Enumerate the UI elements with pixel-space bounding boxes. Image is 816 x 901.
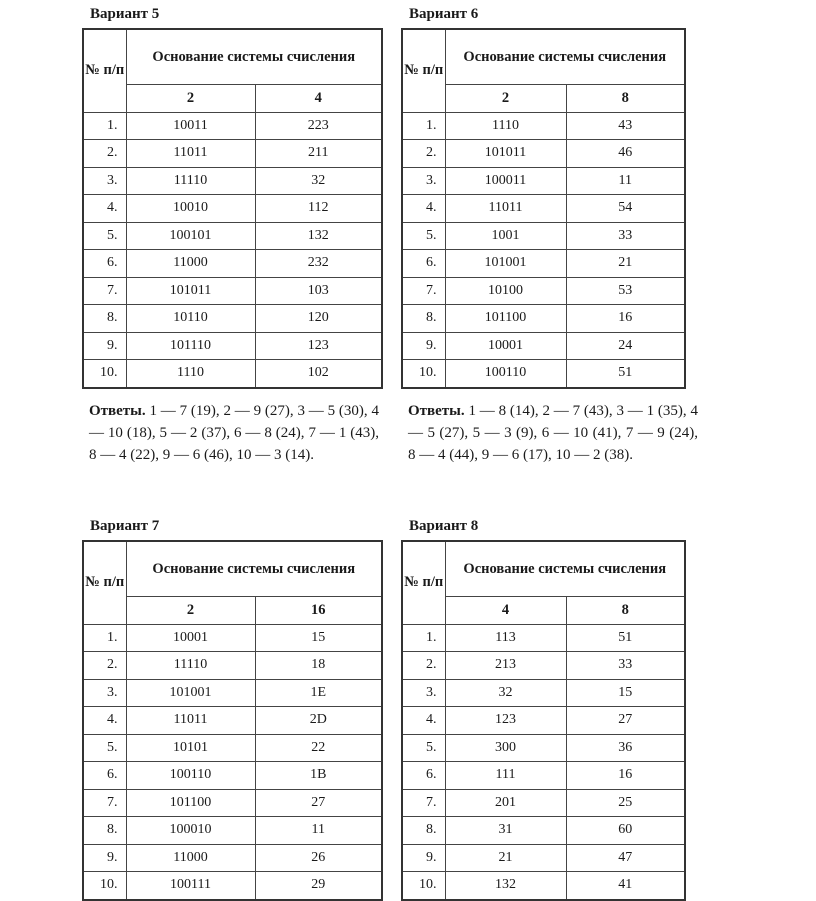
row-number: 9. — [83, 332, 126, 360]
table-row — [83, 277, 382, 305]
table-row — [83, 734, 382, 762]
table-row — [83, 332, 382, 360]
value-2: 27 — [255, 789, 382, 817]
table-row — [83, 222, 382, 250]
row-number: 9. — [83, 844, 126, 872]
row-number: 3. — [402, 679, 445, 707]
variant-8 — [401, 516, 686, 901]
value-1: 100101 — [126, 222, 255, 250]
row-number: 5. — [402, 222, 445, 250]
value-2: 32 — [255, 167, 382, 195]
value-1: 101110 — [126, 332, 255, 360]
value-2: 132 — [255, 222, 382, 250]
value-1: 10100 — [445, 277, 566, 305]
value-1: 101011 — [126, 277, 255, 305]
variant-title: Вариант 5 — [90, 6, 160, 22]
value-1: 11110 — [126, 167, 255, 195]
value-2: 25 — [566, 789, 685, 817]
value-1: 10001 — [445, 332, 566, 360]
header-base-1: 2 — [445, 85, 566, 113]
table-row — [402, 844, 685, 872]
row-number: 1. — [83, 624, 126, 652]
row-number: 10. — [83, 872, 126, 900]
row-number: 6. — [83, 250, 126, 278]
row-number: 2. — [402, 652, 445, 680]
value-2: 22 — [255, 734, 382, 762]
value-2: 51 — [566, 360, 685, 388]
header-base-1: 2 — [126, 597, 255, 625]
value-2: 1B — [255, 762, 382, 790]
table-row — [402, 789, 685, 817]
value-2: 29 — [255, 872, 382, 900]
value-2: 33 — [566, 222, 685, 250]
value-2: 21 — [566, 250, 685, 278]
row-number: 9. — [402, 844, 445, 872]
table-row — [402, 112, 685, 140]
value-1: 10101 — [126, 734, 255, 762]
value-2: 47 — [566, 844, 685, 872]
table-row — [83, 707, 382, 735]
answers-text: 1 — 8 (14), 2 — 7 (43), 3 — 1 (35), 4 — 5 (27), 5 — 3 (9), 6 — 10 (41), 7 — 9 (24), 8 — 4 (44), 9 — 6 (17), 10 — 2 (38). — [408, 403, 698, 463]
value-2: 53 — [566, 277, 685, 305]
value-1: 123 — [445, 707, 566, 735]
value-1: 11011 — [126, 707, 255, 735]
table-row — [83, 844, 382, 872]
value-2: 41 — [566, 872, 685, 900]
table-row — [83, 167, 382, 195]
table-row — [402, 762, 685, 790]
table-row — [83, 652, 382, 680]
table-row — [402, 222, 685, 250]
value-2: 223 — [255, 112, 382, 140]
value-1: 32 — [445, 679, 566, 707]
table-row — [83, 112, 382, 140]
value-1: 1110 — [126, 360, 255, 388]
header-base: Основание системы счисления — [445, 541, 685, 597]
value-1: 101100 — [126, 789, 255, 817]
row-number: 1. — [402, 112, 445, 140]
table-row — [402, 167, 685, 195]
table-row — [402, 624, 685, 652]
row-number: 4. — [402, 707, 445, 735]
value-1: 132 — [445, 872, 566, 900]
header-no: № п/п — [83, 541, 126, 624]
table-row — [402, 140, 685, 168]
header-base-2: 8 — [566, 597, 685, 625]
value-1: 101001 — [445, 250, 566, 278]
table-row — [402, 305, 685, 333]
value-1: 11000 — [126, 844, 255, 872]
table-row — [402, 817, 685, 845]
table-row — [402, 332, 685, 360]
header-base-1: 4 — [445, 597, 566, 625]
value-2: 11 — [255, 817, 382, 845]
value-2: 103 — [255, 277, 382, 305]
row-number: 6. — [402, 762, 445, 790]
row-number: 6. — [83, 762, 126, 790]
value-2: 33 — [566, 652, 685, 680]
value-1: 10010 — [126, 195, 255, 223]
value-2: 15 — [566, 679, 685, 707]
table-row — [402, 679, 685, 707]
value-1: 21 — [445, 844, 566, 872]
row-number: 2. — [402, 140, 445, 168]
table-row — [83, 624, 382, 652]
header-base-2: 4 — [255, 85, 382, 113]
value-1: 11011 — [126, 140, 255, 168]
row-number: 5. — [402, 734, 445, 762]
header-base: Основание системы счисления — [126, 29, 382, 85]
row-number: 4. — [402, 195, 445, 223]
variant-title: Вариант 7 — [90, 518, 160, 534]
answers — [89, 400, 379, 466]
value-1: 201 — [445, 789, 566, 817]
value-1: 100011 — [445, 167, 566, 195]
table-row — [402, 872, 685, 900]
row-number: 3. — [83, 679, 126, 707]
row-number: 3. — [83, 167, 126, 195]
answers — [408, 400, 698, 466]
value-1: 100010 — [126, 817, 255, 845]
variant-7 — [82, 516, 383, 901]
value-2: 54 — [566, 195, 685, 223]
row-number: 10. — [83, 360, 126, 388]
row-number: 3. — [402, 167, 445, 195]
value-1: 10011 — [126, 112, 255, 140]
table-row — [402, 707, 685, 735]
value-2: 120 — [255, 305, 382, 333]
row-number: 7. — [83, 789, 126, 817]
header-no: № п/п — [402, 29, 445, 112]
value-2: 1E — [255, 679, 382, 707]
value-2: 112 — [255, 195, 382, 223]
row-number: 5. — [83, 222, 126, 250]
value-1: 100110 — [126, 762, 255, 790]
table-row — [402, 652, 685, 680]
value-1: 100110 — [445, 360, 566, 388]
table-row — [83, 305, 382, 333]
value-2: 11 — [566, 167, 685, 195]
table-row — [83, 250, 382, 278]
row-number: 8. — [83, 305, 126, 333]
row-number: 10. — [402, 360, 445, 388]
row-number: 1. — [83, 112, 126, 140]
variant-5 — [82, 4, 383, 389]
table-row — [83, 872, 382, 900]
value-1: 1110 — [445, 112, 566, 140]
value-2: 16 — [566, 762, 685, 790]
value-1: 101100 — [445, 305, 566, 333]
value-2: 24 — [566, 332, 685, 360]
value-2: 60 — [566, 817, 685, 845]
header-base-1: 2 — [126, 85, 255, 113]
row-number: 8. — [402, 817, 445, 845]
row-number: 5. — [83, 734, 126, 762]
variant-6 — [401, 4, 686, 389]
answers-label: Ответы. — [408, 403, 465, 419]
variant-title: Вариант 6 — [409, 6, 479, 22]
table-row — [402, 360, 685, 388]
value-1: 300 — [445, 734, 566, 762]
value-1: 11000 — [126, 250, 255, 278]
value-1: 10110 — [126, 305, 255, 333]
value-2: 16 — [566, 305, 685, 333]
row-number: 9. — [402, 332, 445, 360]
table-row — [83, 195, 382, 223]
value-1: 11110 — [126, 652, 255, 680]
variant-table — [401, 540, 686, 901]
row-number: 6. — [402, 250, 445, 278]
value-1: 101011 — [445, 140, 566, 168]
table-row — [402, 277, 685, 305]
row-number: 10. — [402, 872, 445, 900]
answers-label: Ответы. — [89, 403, 146, 419]
row-number: 4. — [83, 707, 126, 735]
row-number: 2. — [83, 652, 126, 680]
value-2: 18 — [255, 652, 382, 680]
header-base: Основание системы счисления — [445, 29, 685, 85]
variant-table — [82, 540, 383, 901]
variant-table — [401, 28, 686, 389]
value-2: 46 — [566, 140, 685, 168]
header-base: Основание системы счисления — [126, 541, 382, 597]
table-row — [402, 250, 685, 278]
row-number: 1. — [402, 624, 445, 652]
table-row — [83, 140, 382, 168]
row-number: 4. — [83, 195, 126, 223]
table-row — [402, 195, 685, 223]
value-2: 211 — [255, 140, 382, 168]
table-row — [83, 789, 382, 817]
value-1: 100111 — [126, 872, 255, 900]
value-2: 232 — [255, 250, 382, 278]
table-row — [402, 734, 685, 762]
row-number: 2. — [83, 140, 126, 168]
row-number: 7. — [83, 277, 126, 305]
value-2: 51 — [566, 624, 685, 652]
header-no: № п/п — [402, 541, 445, 624]
value-2: 36 — [566, 734, 685, 762]
value-1: 31 — [445, 817, 566, 845]
row-number: 8. — [83, 817, 126, 845]
value-1: 213 — [445, 652, 566, 680]
value-1: 11011 — [445, 195, 566, 223]
answers-text: 1 — 7 (19), 2 — 9 (27), 3 — 5 (30), 4 — 10 (18), 5 — 2 (37), 6 — 8 (24), 7 — 1 (43), 8 — 4 (22), 9 — 6 (46), 10 — 3 (14). — [89, 403, 379, 463]
header-no: № п/п — [83, 29, 126, 112]
row-number: 7. — [402, 789, 445, 817]
header-base-2: 8 — [566, 85, 685, 113]
table-row — [83, 360, 382, 388]
row-number: 8. — [402, 305, 445, 333]
value-2: 26 — [255, 844, 382, 872]
value-1: 101001 — [126, 679, 255, 707]
value-2: 2D — [255, 707, 382, 735]
value-2: 43 — [566, 112, 685, 140]
variant-title: Вариант 8 — [409, 518, 479, 534]
value-2: 27 — [566, 707, 685, 735]
value-1: 111 — [445, 762, 566, 790]
value-2: 123 — [255, 332, 382, 360]
value-1: 113 — [445, 624, 566, 652]
value-2: 15 — [255, 624, 382, 652]
variant-table — [82, 28, 383, 389]
value-2: 102 — [255, 360, 382, 388]
row-number: 7. — [402, 277, 445, 305]
header-base-2: 16 — [255, 597, 382, 625]
table-row — [83, 817, 382, 845]
value-1: 10001 — [126, 624, 255, 652]
table-row — [83, 762, 382, 790]
value-1: 1001 — [445, 222, 566, 250]
table-row — [83, 679, 382, 707]
